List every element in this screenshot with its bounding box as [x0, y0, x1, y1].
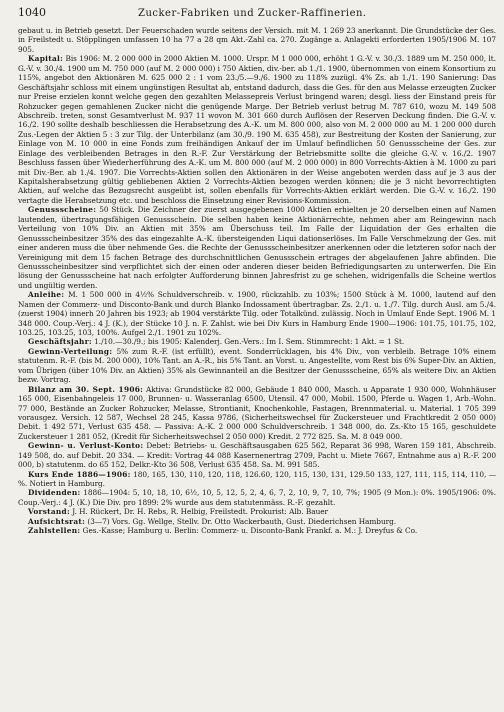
page-header: [18, 6, 496, 26]
paragraph-gewinn-verteilung: [18, 347, 496, 385]
paragraph-text: Debet: Betriebs- u. Geschäftsausgaben 625 562, Reparat 36 998, Waren 159 181, Abschreib. 149 508, do. auf Debit. 20 334. — Kredit: Vortrag 44 088 Kasernenertrag 2709, Pacht u. Miete 7667, Entnahme aus a) R.-F. 200 000, b) statutenm. do 65 152, Delkr.-Kto 36 508, Verlust 635 458. Sa. M. 991 585.: [18, 441, 496, 470]
section-lead: Geschäftsjahr:: [28, 337, 92, 347]
paragraph-dividenden: [18, 488, 496, 507]
paragraph-text: gebaut u. in Betrieb gesetzt. Der Feuerschaden wurde seitens der Versich. mit M. 1 269 23 anerkannt. Die Grundstücke der Ges. in Freilstedt u. Stöpplingen umfassen 10 ha 77 a 28 qm Akt.-Zahl ca. 270. Zugänge a. Anlagekti erforderten 1905/1906 M. 107 905.: [18, 26, 496, 54]
section-lead: Vorstand:: [28, 507, 70, 517]
paragraph-kurs: [18, 470, 496, 489]
paragraph-kapital: [18, 54, 496, 205]
document-body: [18, 26, 496, 536]
paragraph-text: (3—7) Vors. Gg. Wellge, Stellv. Dr. Otto Wackerbauth, Gust. Diederichsen Hamburg.: [87, 516, 397, 526]
paragraph-geschaeftsjahr: [18, 337, 496, 346]
paragraph-continuation: [18, 26, 496, 54]
paragraph-bilanz: [18, 385, 496, 442]
paragraph-aufsichtsrat: [18, 517, 496, 526]
paragraph-text: 1886—1904: 5, 10, 18, 10, 6½, 10, 5, 12, 5, 2, 4, 6, 7, 2, 10, 9, 7, 10, 7%; 1905 (9 Mon.): 0%. 1905/1906: 0%. Coup.-Verj.: 4 J. (K.) Die Div. pro 1899: 2% wurde aus dem statutenmäss. R.-F. gezahlt.: [18, 488, 496, 507]
paragraph-text: Bis 1906: M. 2 000 000 in 2000 Aktien M. 1000. Urspr. M 1 000 000, erhöht 1 G.-V. v. 30./3. 1889 um M. 250 000, lt. G.-V. v. 30./4. 1900 um M. 750 000 (auf M. 2 000 000) i 750 Aktien, div.-ber. ab 1./1. 1900, übernommen von einem Konsortium zu 115%, angebot den Aktionären M. 625 000 2 : 1 vom 23./5.—9./6. 1900 zu 118% zuzügl. 4% Zs. ab 1./1. 190 Sanierung: Das Geschäftsjahr schloss mit einem ungünstigen Resultat ab, entstand dadurch, dass die Ges. für den aus Melasse erzeugten Zucker nur Preise erzielen konnt welche gegen den gezahlten Melassepreis Verlust bringend waren; desgl. liess der Einstand preis für Rohzucker gegen gemahlenen Zucker nicht die genügende Marge. Der Betrieb verlust betrug M. 787 610, wozu M. 149 508 Abschreib. treten, sonst Gesamtverlust M. 937 11 wovon M. 301 660 durch Auflösen der Reserven Deckung finden. Die G.-V. v. 16./2. 190 sollte deshalb beschliessen die Herabsetzung des A.-K. um M. 800 000, also von M. 2 000 000 au M. 1 200 000 durch Zus.-Legen der Aktien 5 : 3 zur Tilg. der Unterbilanz (am 30./9. 190 M. 635 458), zur Bestreitung der Kosten der Sanierung, zur Einlage von M. 10 000 in eine Fonds zum freihändigen Ankauf der im Umlauf befindlichen 50 Genussscheine der Ges. zur Einlage des verbleibenden Betrages in den R.-F. Zur Verstärkung der Betriebsmitte sollte die gleiche G.-V. v. 16./2. 1907 Beschluss fassen über Wiederherführung des A.-K. um M. 800 000 (auf M. 2 000 000) in 800 Vorrechts-Aktien à M. 1000 zu pari mit Div.-Ber. ab 1./4. 1907. Die Vorrechts-Aktien sollen den Aktionären in der Weise angeboten werden dass auf je 3 aus der Kapitalsherabsetzung gültig gebliebenen Aktien 2 Vorrechts-Aktien bezogen werden können; die je 3 nicht bevorrechtigten Aktien, auf welche das Bezugsrecht ausgeübt ist, sollen ebenfalls für Vorrechts-Aktien erklärt werden. Die G.-V. v. 16./2. 190 vertagte die Herabsetzung etc. und beschloss die Einsetzung einer Revisions-Kommission.: [18, 54, 496, 205]
paragraph-text: 1./10.—30./9.; bis 1905: Kalenderj. Gen.-Vers.: Im I. Sem. Stimmrecht: 1 Akt. = 1 St.: [94, 337, 405, 347]
section-lead: Dividenden:: [28, 488, 81, 498]
page-number: 1040: [18, 6, 46, 19]
section-lead: Bilanz am 30. Sept. 1906:: [28, 384, 144, 394]
section-lead: Kurs Ende 1886—1906:: [28, 469, 131, 479]
section-lead: Aufsichtsrat:: [28, 516, 86, 526]
paragraph-genussscheine: [18, 205, 496, 290]
paragraph-text: M. 1 500 000 in 4½% Schuldverschreib. v. 1900, rückzahlb. zu 103%; 1500 Stück à M. 1000, lautend auf den Namen der Commerz- und Disconto-Bank und durch Blanko Indossament übertragbar. Zs. 2./1. u. 1./7. Tilg. durch Ausl. am 5./4. (zuerst 1904) innerh 20 Jahren bis 1923; ab 1904 verstärkte Tilg. oder Totalkünd. zulässig. Noch in Umlauf Ende Sept. 1906 M. 1 348 000. Coup.-Verj.: 4 J. (K.), der Stücke 10 J. n. F. Zahlst. wie bei Div Kurs in Hamburg Ende 1900—1906: 101.75, 101.75, 102, 103.25, 103.25, 103, 100%. Aufgel 2./1. 1901 zu 102%.: [18, 290, 496, 337]
paragraph-zahlstellen: [18, 526, 496, 535]
section-lead: Kapital:: [28, 54, 64, 64]
paragraph-text: 5% zum R.-F. (ist erfüllt), event. Sonderrücklagen, bis 4% Div., von verbleib. Betrage 10% einem statutenm. R.-F. (bis M. 200 000), 10% Tant. an A.-R., bis 5% Tant. an Vorst. u. Angestellte, vom Rest bis 6% Super-Div. an Aktien, vom Übrigen (über 10% Div. an Aktien) 35% als Gewinnanteil an die Besitzer der Genussscheine, 65% als weitere Div. an Aktien bezw. Vortrag.: [18, 346, 496, 385]
paragraph-gewinn-verlust: [18, 441, 496, 469]
section-lead: Genussscheine:: [28, 205, 97, 215]
section-lead: Anleihe:: [28, 290, 65, 300]
paragraph-text: 50 Stück. Die Zeichner der zuerst ausgegebenen 1000 Aktien erhielten je 20 derselben einen auf Namen lautenden, übertragungsfähigen Genussschein. Die selben haben keine Aktionärrechte, nehmen aber am Reingewinn nach Verteilung von 10% Div. an Aktien mit 35% am Überschuss teil. Im Falle der Liquidation der Ges erhalten die Genussscheinbesitzer 35% des das eingezahlte A.-K. übersteigenden Liqui dationserlöses. Im Falle Verschmelzung der Ges. mit einer anderen muss die über nehmende Ges. die Rechte der Genussscheinbesitzer anerkennen oder die letzteren sofor nach der Vereinigung mit dem 15 fachen Betrage des durchschnittlichen Genussschein ertrages der abgelaufenen Jahre abfinden. Die Genussscheinbesitzer sind verpflichtet sich der einen oder anderen dieser beiden Befriedigungsarten zu unterwerfen. Die Ein lösung der Genussscheine hat nach erfolgter Aufforderung binnen Jahresfrist zu ge schehen, widrigenfalls die Scheine wertlos und ungültig werden.: [18, 205, 496, 290]
paragraph-anleihe: [18, 290, 496, 337]
paragraph-text: 180, 165, 130, 110, 120, 118, 126.60, 120, 115, 130, 131, 129.50 133, 127, 111, 115, 114, 110, —%. Notiert in Hamburg.: [18, 469, 496, 488]
paragraph-text: J. H. Rückert, Dr. H. Rebs, R. Helbig, Freilstedt. Prokurist: Alb. Bauer: [72, 507, 329, 517]
section-lead: Zahlstellen:: [28, 526, 81, 536]
paragraph-text: Ges.-Kasse; Hamburg u. Berlin: Commerz- u. Disconto-Bank Frankf. a. M.: J. Dreyfus & Co.: [82, 526, 418, 536]
paragraph-vorstand: [18, 507, 496, 516]
section-lead: Gewinn-Verteilung:: [28, 346, 113, 356]
paragraph-text: Aktiva: Grundstücke 82 000, Gebäude 1 840 000, Masch. u Apparate 1 930 000, Wohnhäuser 165 000, Eisenbahngeleis 17 000, Brunnen- u. Wasseranlag 6500, Utensil. 47 000, Mobil. 1500, Pferde u. Wagen 1, Arb.-Wohn. 77 000, Bestände an Zucker Rohzucker, Melasse, Strontianit, Knochenkohle, Fastagen, Brennmaterial. u. Material. 1 705 399 vorausgez. Versich. 12 587, Wechsel 28 245, Kassa 9786, (Sicherheitswechsel für Zuckersteuer und Frachtkredit 2 050 000) Debit. 1 492 571, Verlust 635 458. — Passiva: A.-K. 2 000 000 Schuldverschreib. 1 348 000, do. Zs.-Kto 15 165, geschuldete Zuckersteuer 1 281 052, (Kredit für Sicherheitswechsel 2 050 000) Kredit. 2 772 825. Sa. M. 8 049 000.: [18, 384, 496, 441]
running-title: Zucker-Fabriken und Zucker-Raffinerien.: [138, 8, 367, 19]
section-lead: Gewinn- u. Verlust-Konto:: [28, 441, 144, 451]
